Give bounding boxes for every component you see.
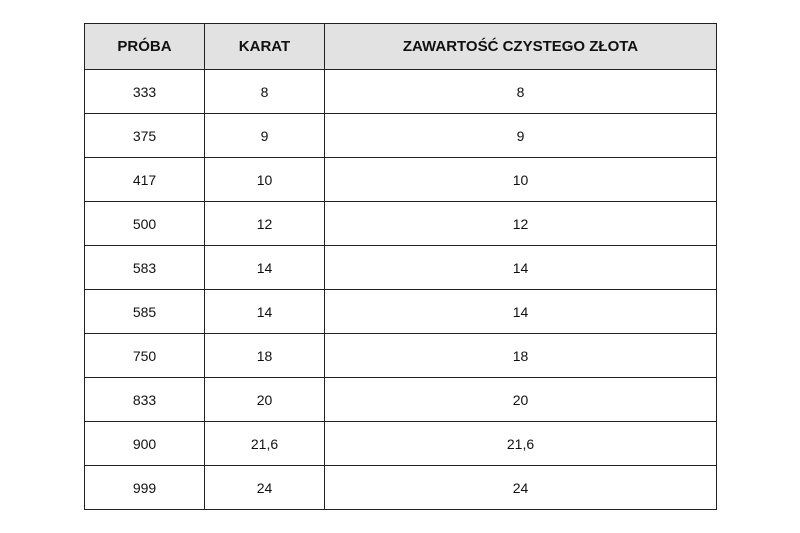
table-header <box>85 24 717 70</box>
cell-zawartosc: 20 <box>325 378 717 422</box>
cell-zawartosc: 21,6 <box>325 422 717 466</box>
table-row <box>85 246 717 290</box>
cell-zawartosc: 12 <box>325 202 717 246</box>
cell-proba: 417 <box>85 158 205 202</box>
table-row <box>85 158 717 202</box>
cell-zawartosc: 10 <box>325 158 717 202</box>
cell-karat: 14 <box>205 246 325 290</box>
cell-karat: 10 <box>205 158 325 202</box>
cell-zawartosc: 9 <box>325 114 717 158</box>
cell-karat: 12 <box>205 202 325 246</box>
cell-karat: 14 <box>205 290 325 334</box>
cell-karat: 18 <box>205 334 325 378</box>
cell-zawartosc: 14 <box>325 246 717 290</box>
cell-proba: 750 <box>85 334 205 378</box>
cell-zawartosc: 8 <box>325 70 717 114</box>
cell-karat: 8 <box>205 70 325 114</box>
table-row <box>85 422 717 466</box>
cell-karat: 21,6 <box>205 422 325 466</box>
cell-karat: 20 <box>205 378 325 422</box>
cell-proba: 333 <box>85 70 205 114</box>
cell-proba: 999 <box>85 466 205 510</box>
table-row <box>85 202 717 246</box>
cell-zawartosc: 18 <box>325 334 717 378</box>
cell-proba: 500 <box>85 202 205 246</box>
header-proba: PRÓBA <box>85 24 205 70</box>
cell-proba: 833 <box>85 378 205 422</box>
table-row <box>85 378 717 422</box>
table-row <box>85 290 717 334</box>
cell-proba: 585 <box>85 290 205 334</box>
gold-fineness-table <box>84 23 717 510</box>
cell-karat: 24 <box>205 466 325 510</box>
table-row <box>85 334 717 378</box>
cell-proba: 900 <box>85 422 205 466</box>
cell-proba: 583 <box>85 246 205 290</box>
cell-zawartosc: 24 <box>325 466 717 510</box>
header-karat: KARAT <box>205 24 325 70</box>
cell-proba: 375 <box>85 114 205 158</box>
cell-zawartosc: 14 <box>325 290 717 334</box>
header-zawartosc: ZAWARTOŚĆ CZYSTEGO ZŁOTA <box>325 24 717 70</box>
table-body <box>85 70 717 510</box>
table-row <box>85 114 717 158</box>
table-row <box>85 70 717 114</box>
table-row <box>85 466 717 510</box>
header-row <box>85 24 717 70</box>
cell-karat: 9 <box>205 114 325 158</box>
